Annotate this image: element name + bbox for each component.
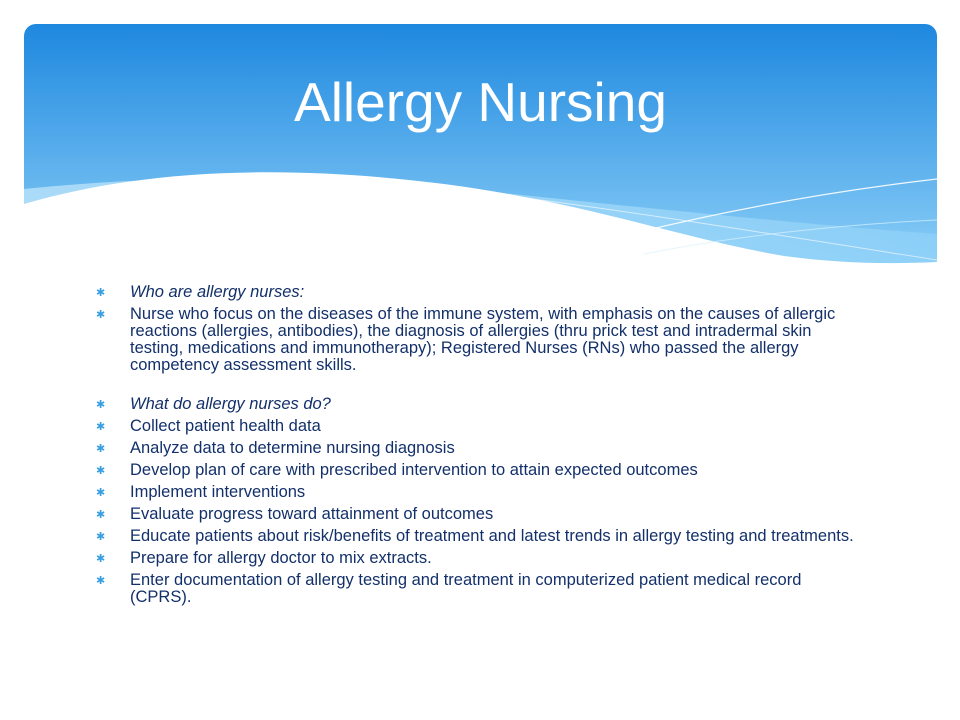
bullet-text: Educate patients about risk/benefits of treatment and latest trends in allergy testing and treatments. — [130, 527, 854, 545]
asterisk-bullet-icon: ✱ — [96, 399, 106, 411]
asterisk-bullet-icon: ✱ — [96, 443, 106, 455]
bullet-item — [96, 306, 866, 374]
asterisk-bullet-icon: ✱ — [96, 575, 106, 587]
asterisk-bullet-icon: ✱ — [96, 465, 106, 477]
bullet-item — [96, 462, 866, 479]
slide-title: Allergy Nursing — [294, 71, 667, 133]
bullet-text: Evaluate progress toward attainment of outcomes — [130, 505, 494, 523]
bullet-item — [96, 550, 866, 567]
bullet-item — [96, 284, 866, 301]
bullet-text: Prepare for allergy doctor to mix extracts. — [130, 549, 432, 567]
bullet-text: Enter documentation of allergy testing and treatment in computerized patient medical record (CPRS). — [130, 571, 802, 606]
bullet-item — [96, 528, 866, 545]
asterisk-bullet-icon: ✱ — [96, 487, 106, 499]
asterisk-bullet-icon: ✱ — [96, 553, 106, 565]
asterisk-bullet-icon: ✱ — [96, 421, 106, 433]
bullet-text: What do allergy nurses do? — [130, 395, 331, 413]
asterisk-bullet-icon: ✱ — [96, 309, 106, 321]
bullet-item — [96, 572, 866, 606]
bullet-text: Who are allergy nurses: — [130, 283, 305, 301]
bullet-item — [96, 484, 866, 501]
bullet-item — [96, 440, 866, 457]
asterisk-bullet-icon: ✱ — [96, 287, 106, 299]
bullet-text: Analyze data to determine nursing diagnosis — [130, 439, 455, 457]
bullet-text: Implement interventions — [130, 483, 306, 501]
title-banner — [24, 24, 937, 274]
asterisk-bullet-icon: ✱ — [96, 531, 106, 543]
bullet-list — [96, 284, 866, 611]
wave-banner-graphic — [24, 24, 937, 274]
bullet-text: Nurse who focus on the diseases of the immune system, with emphasis on the causes of allergic reactions (allergies, antibodies), the diagnosis of allergies (thru prick test and intradermal skin testing, medications and immunotherapy); Registered Nurses (RNs) who passed the allergy competency assessment skills. — [130, 305, 836, 374]
bullet-text: Develop plan of care with prescribed intervention to attain expected outcomes — [130, 461, 698, 479]
bullet-item — [96, 418, 866, 435]
bullet-item — [96, 396, 866, 413]
bullet-item — [96, 506, 866, 523]
asterisk-bullet-icon: ✱ — [96, 509, 106, 521]
bullet-text: Collect patient health data — [130, 417, 321, 435]
